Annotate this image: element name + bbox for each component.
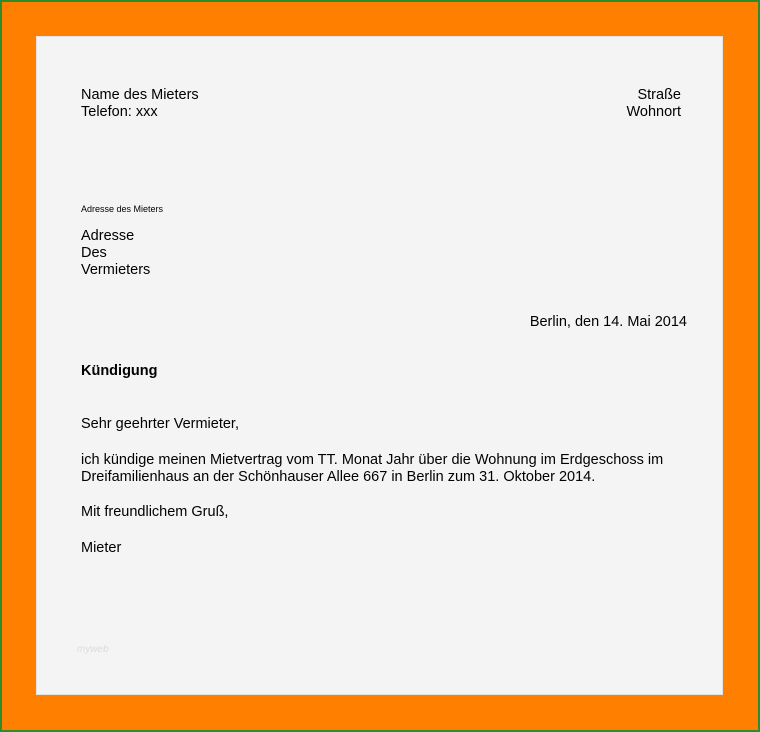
return-address-label: Adresse des Mieters <box>81 204 164 214</box>
letter-page <box>37 37 722 694</box>
sender-phone: Telefon: xxx <box>81 104 158 120</box>
recipient-line-3: Vermieters <box>81 262 151 278</box>
sender-street: Straße <box>637 87 681 103</box>
recipient-line-2: Des <box>81 245 107 261</box>
sender-name: Name des Mieters <box>81 87 199 103</box>
recipient-line-1: Adresse <box>81 228 135 244</box>
sender-city: Wohnort <box>626 104 681 120</box>
closing: Mit freundlichem Gruß, <box>81 504 229 520</box>
body-line-2: Dreifamilienhaus an der Schönhauser Allee 667 in Berlin zum 31. Oktober 2014. <box>81 469 596 485</box>
salutation: Sehr geehrter Vermieter, <box>81 416 239 432</box>
date-line: Berlin, den 14. Mai 2014 <box>529 314 687 330</box>
watermark: myweb <box>77 644 109 655</box>
signature: Mieter <box>81 540 122 556</box>
body-line-1: ich kündige meinen Mietvertrag vom TT. Monat Jahr über die Wohnung im Erdgeschoss im <box>81 452 664 468</box>
subject-line: Kündigung <box>81 363 158 379</box>
